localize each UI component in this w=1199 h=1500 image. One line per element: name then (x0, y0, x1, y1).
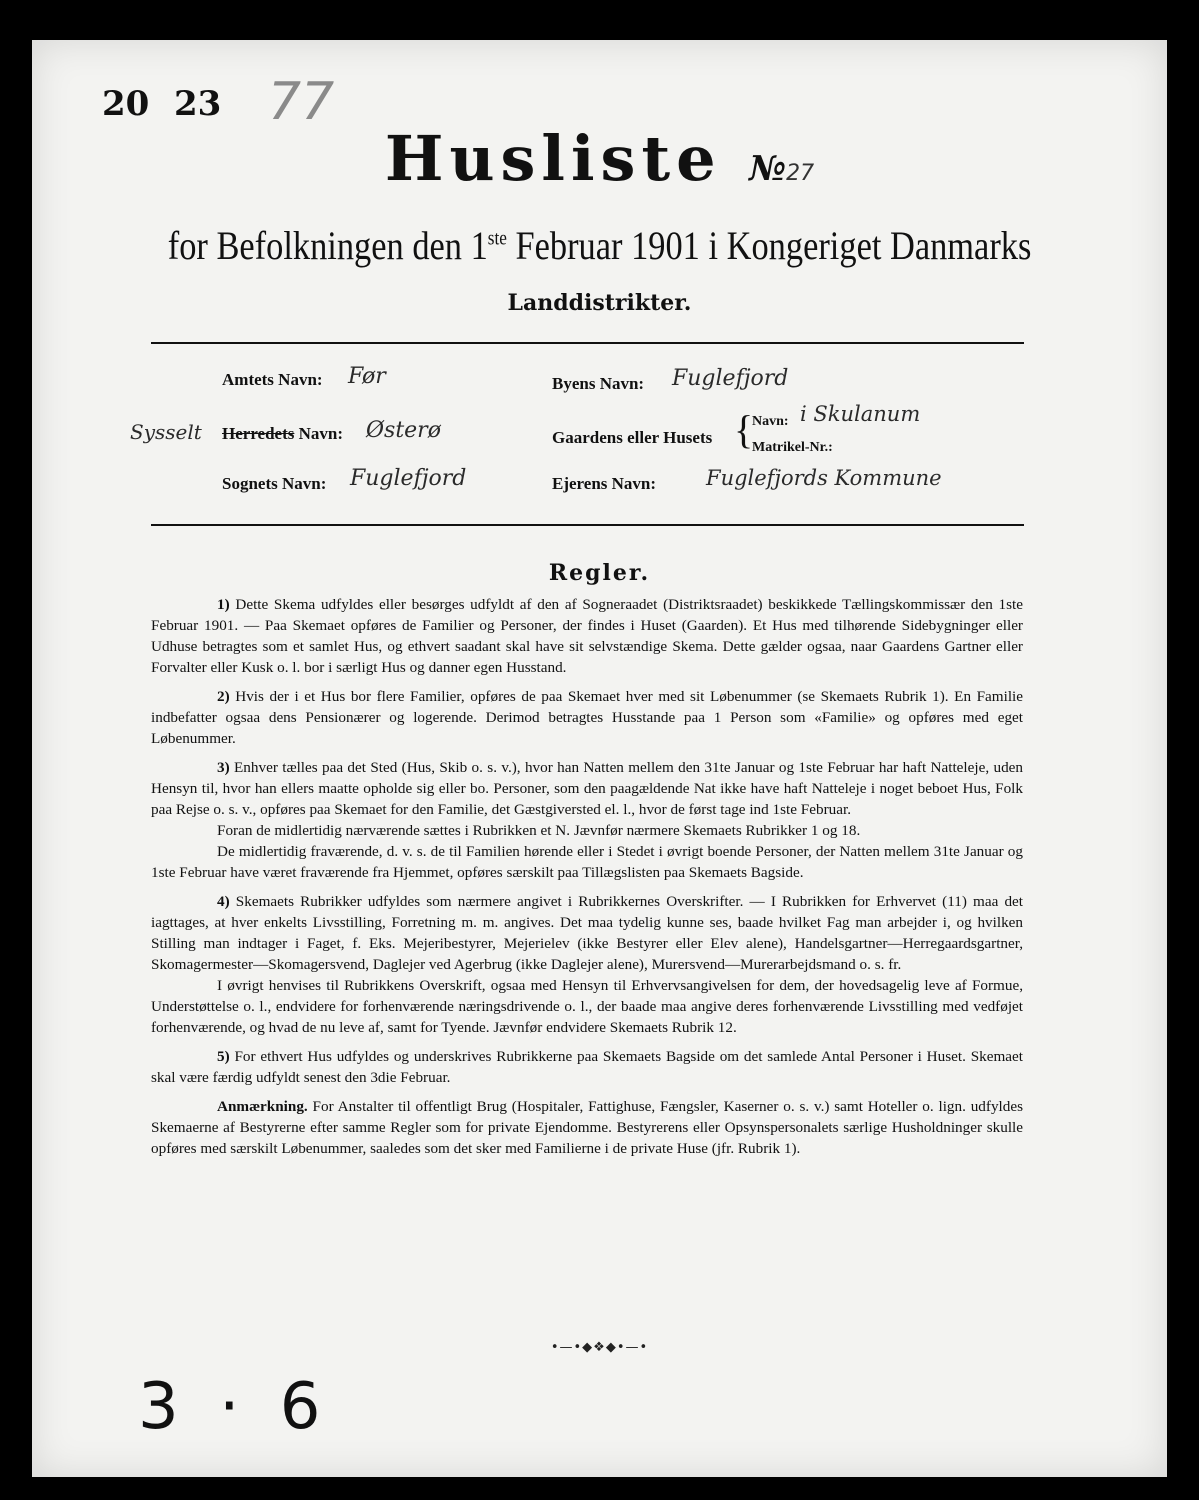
herred-label-text: Navn: (298, 424, 344, 443)
rule-3-text: Enhver tælles paa det Sted (Hus, Skib o. s. v.), hvor han Natten mellem den 31te Januar og 1ste Februar har haft Natteleje, uden Hensyn til, hvor han ellers maatte opholde sig eller bo. Personer, som den paagældende Nat ikke have haft Natteleje i noget beboet Hus, Folk paa Rejse o. s. v., opføres paa Skemaet for den Familie, det Gæstgiversted el. l., hvor de først tage ind 1ste Februar. (151, 759, 1024, 818)
sogn-value: Fuglefjord (350, 466, 467, 491)
rule-5-text: For ethvert Hus udfyldes og underskrives Rubrikkerne paa Skemaets Bagside om det samlede Antal Personer i Huset. Skemaet skal være færdig udfyldt senest den 3die Februar. (151, 1048, 1023, 1086)
by-value: Fuglefjord (672, 366, 789, 391)
title-text: Husliste (384, 122, 722, 195)
rule-4b-text: I øvrigt henvises til Rubrikkens Overskrift, ogsaa med Hensyn til Erhvervsangivelsen for dem, der hovedsagelig leve af Formue, Understøttelse o. l., endvidere for forhenværende næringsdrivende o. l., der baade maa angive deres forhenværende Livsstilling med vedføjet forhenværende, og hvad de nu leve af, samt for Tyende. Jævnfør endvidere Skemaets Rubrik 12. (151, 977, 1023, 1036)
herred-label (222, 424, 343, 444)
rules-title: Regler. (548, 560, 651, 586)
top-rule (151, 342, 1024, 344)
corner-number: 23 (174, 84, 222, 124)
rule-1 (151, 594, 1023, 678)
subtitle-sup: ste (487, 227, 507, 250)
handwritten-bottom: 3 · 6 (138, 1370, 331, 1444)
sogn-label: Sognets Navn: (222, 474, 327, 493)
ornament: •—•◆❖◆•—• (550, 1340, 649, 1355)
herred-prefix: Sysselt (130, 420, 202, 444)
note (151, 1096, 1023, 1159)
rule-1-text: Dette Skema udfyldes eller besørges udfyldt af den af Sogneraadet (Distriktsraadet) beskikkede Tællingskommissær den 1ste Februar 1901. — Paa Skemaet opføres de Familier og Personer, der findes i Huset (Gaarden). Et Hus med tilhørende Sidebygninger eller Udhuse betragtes som et samlet Hus, og ethvert saadant skal have sit selvstændige Skema. Dette gælder ogsaa, naar Gaardens Gartner eller Forvalter eller Kusk o. l. bor i særligt Hus og danner egen Husstand. (151, 596, 1024, 676)
page-title (0, 122, 1199, 195)
rule-5-num: 5) (217, 1048, 230, 1065)
subtitle-pre: for Befolkningen den 1 (167, 223, 488, 268)
rule-2-text: Hvis der i et Hus bor flere Familier, opføres de paa Skemaet hver med sit Løbenummer (se Skemaets Rubrik 1). En Familie indbefatter ogsaa dens Pensionærer og logerende. Derimod betragtes Husstande paa 1 Person som «Familie» og opføres med eget Løbenummer. (151, 688, 1024, 747)
rule-2-num: 2) (217, 688, 230, 705)
rule-3 (151, 757, 1023, 820)
gaard-navn-value: i Skulanum (800, 402, 921, 426)
rule-3-num: 3) (217, 759, 230, 776)
pencil-mark: 77 (268, 72, 335, 132)
subtitle (84, 222, 1115, 269)
rules-text (151, 594, 1023, 1167)
subtitle-post: Februar 1901 i Kongeriget Danmarks (515, 223, 1032, 268)
number-value: 27 (786, 161, 815, 186)
rule-3c-text: De midlertidig fraværende, d. v. s. de til Familien hørende eller i Stedet i øvrigt boende Personer, der Natten mellem 31te Januar og 1ste Februar have været fraværende fra Hjemmet, opføres særskilt paa Tillægslisten paa Skemaets Bagside. (151, 843, 1023, 881)
gaard-matrikel-label: Matrikel-Nr.: (752, 440, 833, 455)
corner-left-number: 20 (102, 84, 150, 124)
number-label: № (749, 149, 787, 189)
rule-4 (151, 891, 1023, 975)
gaard-navn-label: Navn: (752, 414, 789, 429)
by-label: Byens Navn: (552, 374, 645, 393)
rule-4-text: Skemaets Rubrikker udfyldes som nærmere angivet i Rubrikkernes Overskrifter. — I Rubrikken for Erhvervet (11) maa det iagttages, at hver enkelts Livsstilling, Forretning m. m. angives. Det maa tydelig kunne ses, baade hvilket Fag man arbejder i, og hvilken Stilling man indtager i Faget, f. Eks. Mejeribestyrer, Mejerielev (ikke Bestyrer eller Elev alene), Handelsgartner—Herregaardsgartner, Skomagermester—Skomagersvend, Daglejer ved Agerbrug (ikke Daglejer alene), Murersvend—Murerarbejdsmand o. s. fr. (151, 893, 1024, 973)
ejer-label: Ejerens Navn: (552, 474, 657, 493)
rule-5 (151, 1046, 1023, 1088)
rule-3b (151, 820, 1023, 841)
note-label: Anmærkning. (217, 1098, 308, 1115)
gaard-brace: { (734, 407, 754, 452)
rule-4b (151, 975, 1023, 1038)
amt-label: Amtets Navn: (222, 370, 323, 389)
amt-value: Før (348, 364, 386, 389)
rule-1-num: 1) (217, 596, 230, 613)
gaard-label: Gaardens eller Husets (552, 428, 713, 447)
rule-3b-text: Foran de midlertidig nærværende sættes i Rubrikken et N. Jævnfør nærmere Skemaets Rubrikker 1 og 18. (217, 822, 861, 839)
rule-3c (151, 841, 1023, 883)
note-text: For Anstalter til offentligt Brug (Hospitaler, Fattighuse, Fængsler, Kaserner o. s. v.) samt Hoteller o. lign. udfyldes Skemaerne af Bestyrerne efter samme Regler som for private Ejendomme. Bestyrerens eller Opsynspersonalets særlige Husholdninger skulle opføres med særskilt Løbenummer, saaledes som det sker med Familierne i de private Huse (jfr. Rubrik 1). (151, 1098, 1024, 1157)
herred-value: Østerø (366, 418, 441, 443)
bottom-rule (151, 524, 1024, 526)
herred-label-struck: Herredets (222, 424, 295, 443)
rule-4-num: 4) (217, 893, 230, 910)
ejer-value: Fuglefjords Kommune (706, 466, 942, 490)
district-type: Landdistrikter. (507, 290, 692, 316)
rule-2 (151, 686, 1023, 749)
